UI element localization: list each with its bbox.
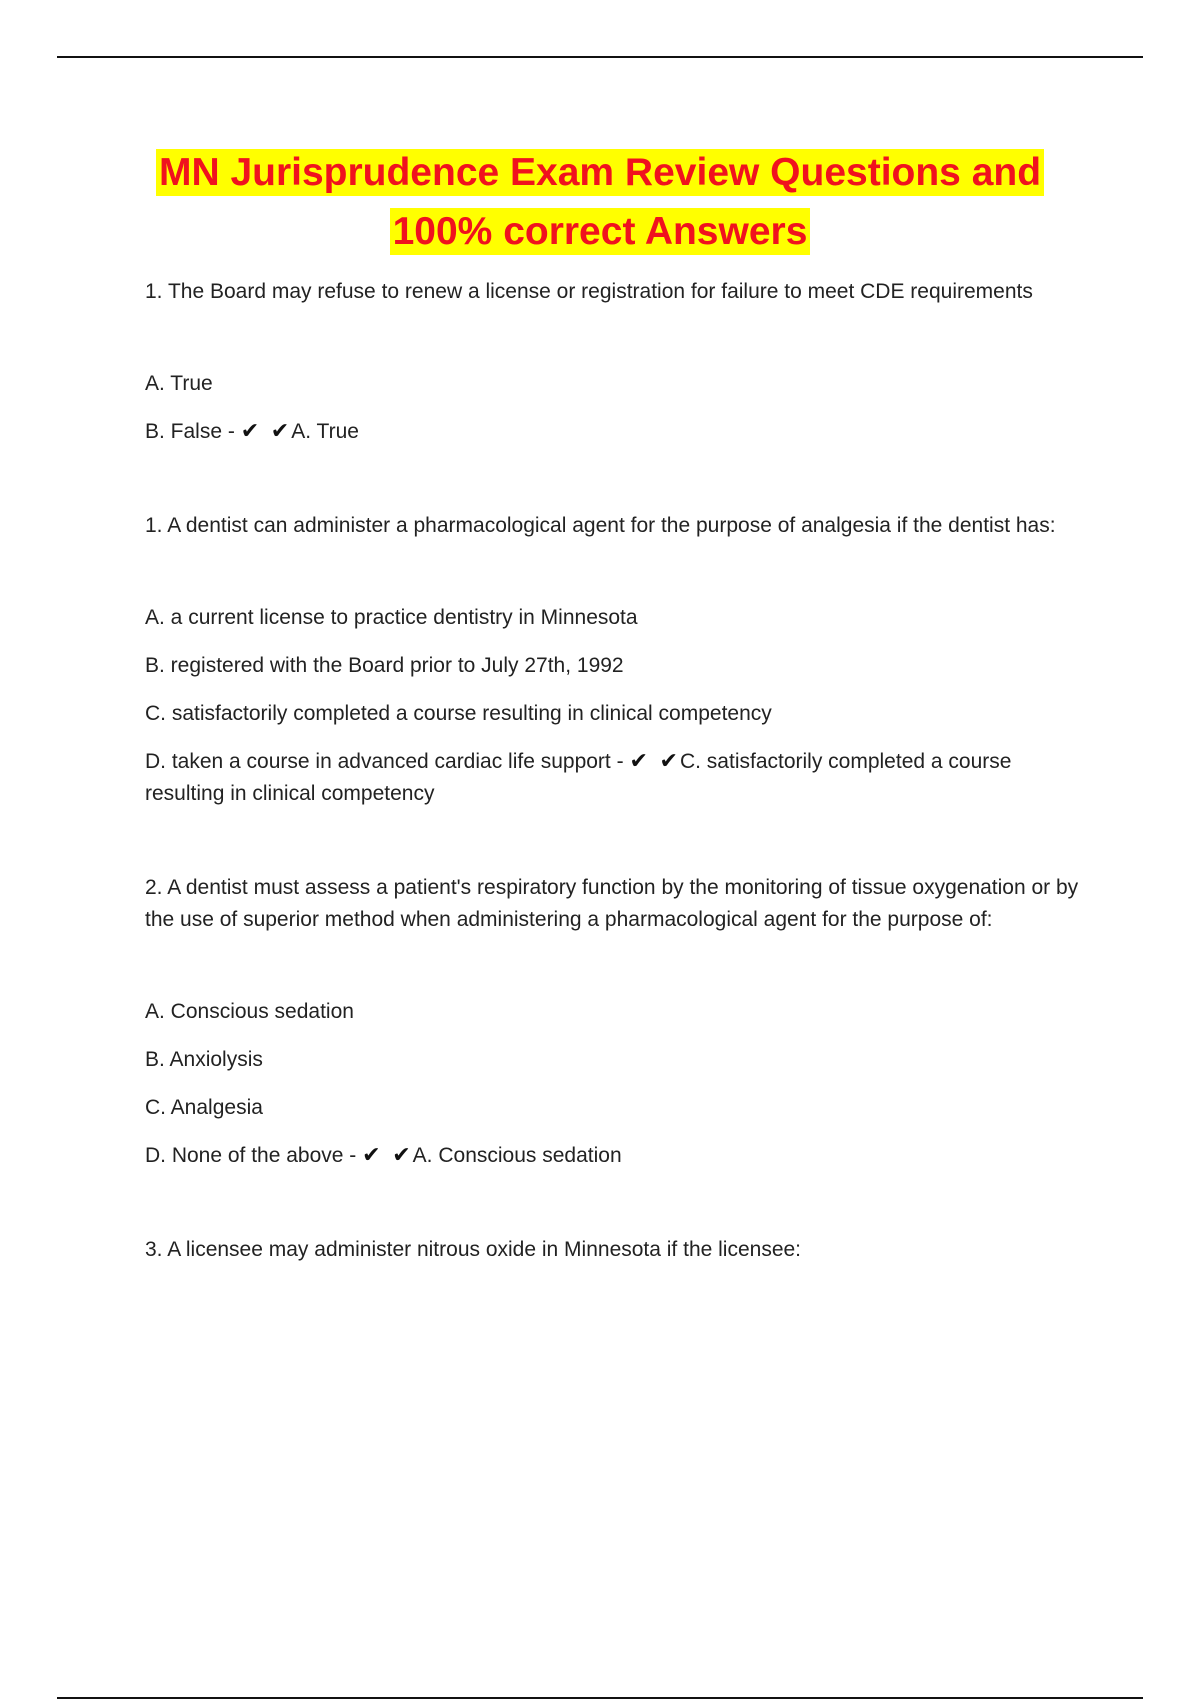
answer-text: A. Conscious sedation	[412, 1144, 622, 1167]
title-line-2: 100% correct Answers	[390, 208, 811, 255]
question-text: 2. A dentist must assess a patient's respiratory function by the monitoring of tissue oxygenation or by the use of superior method when administering a pharmacological agent for the purpose of:	[145, 876, 1079, 931]
checkmark-icon: ✔ ✔	[362, 1143, 413, 1168]
option: B. Anxiolysis	[145, 1048, 263, 1071]
option-with-answer	[145, 746, 1095, 810]
checkmark-icon: ✔ ✔	[629, 749, 680, 774]
option: C. satisfactorily completed a course resulting in clinical competency	[145, 702, 772, 725]
option: A. Conscious sedation	[145, 1000, 354, 1023]
title-line-1: MN Jurisprudence Exam Review Questions and	[156, 149, 1044, 196]
checkmark-icon: ✔ ✔	[240, 419, 292, 444]
option-label: D. None of the above -	[145, 1144, 357, 1167]
page-title	[0, 143, 1200, 261]
option-label: D. taken a course in advanced cardiac life support -	[145, 750, 624, 773]
question-text: 1. The Board may refuse to renew a license or registration for failure to meet CDE requirements	[145, 280, 1033, 303]
top-rule	[57, 56, 1143, 58]
option: A. True	[145, 372, 213, 395]
answer-text: A. True	[291, 420, 359, 443]
option-label: B. False -	[145, 420, 235, 443]
option: A. a current license to practice dentistry in Minnesota	[145, 606, 638, 629]
option-with-answer	[145, 1140, 1095, 1172]
question-text: 1. A dentist can administer a pharmacological agent for the purpose of analgesia if the dentist has:	[145, 514, 1056, 537]
question-text: 3. A licensee may administer nitrous oxide in Minnesota if the licensee:	[145, 1238, 802, 1261]
bottom-rule	[57, 1697, 1143, 1699]
option: C. Analgesia	[145, 1096, 263, 1119]
answer-text: C. satisfactorily completed a course resulting in clinical competency	[145, 750, 1012, 805]
question-list	[145, 276, 1095, 1266]
option-with-answer	[145, 416, 1095, 448]
option: B. registered with the Board prior to July 27th, 1992	[145, 654, 624, 677]
